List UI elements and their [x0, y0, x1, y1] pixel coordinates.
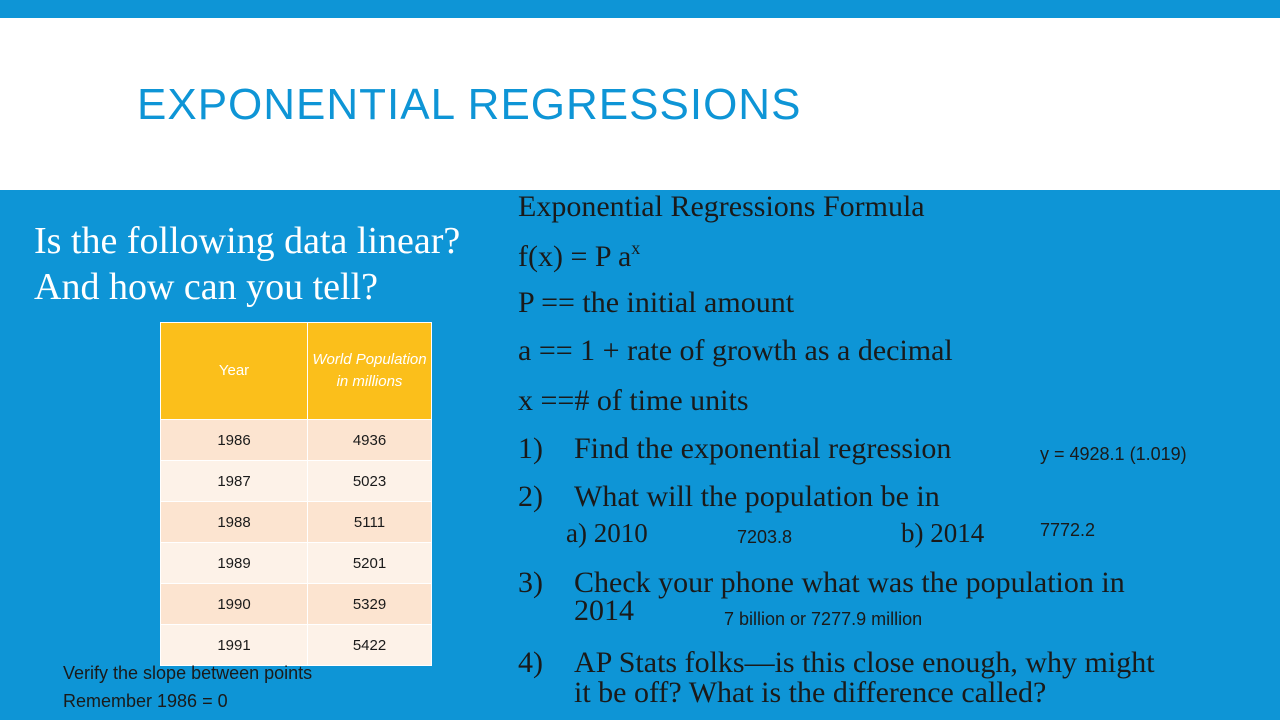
question-text: Find the exponential regression — [574, 432, 952, 465]
remember-note: Remember 1986 = 0 — [63, 691, 228, 711]
question-number: 1) — [518, 432, 543, 465]
question-text: What will the population be in — [574, 480, 940, 513]
population-table — [160, 322, 432, 666]
equation-base: f(x) = P a — [518, 240, 632, 273]
question-2a: a) 2010 — [566, 518, 648, 548]
population-header: World Population in millions — [308, 323, 432, 420]
question-text: Check your phone what was the population in — [574, 566, 1125, 599]
formula-heading: Exponential Regressions Formula — [518, 190, 925, 223]
q3-answer: 7 billion or 7277.9 million — [724, 609, 923, 629]
year-cell: 1987 — [161, 461, 308, 502]
question-3-continued: 2014 — [574, 594, 634, 627]
question-number: 3) — [518, 566, 543, 599]
table-row — [161, 420, 432, 461]
formula-equation — [518, 238, 640, 274]
question-2 — [518, 480, 940, 514]
year-header: Year — [161, 323, 308, 420]
question-4-continued: it be off? What is the difference called? — [574, 676, 1047, 709]
question-4 — [518, 646, 1155, 680]
population-cell: 5023 — [308, 461, 432, 502]
question-number: 4) — [518, 646, 543, 679]
population-cell: 5111 — [308, 502, 432, 543]
population-cell: 5422 — [308, 625, 432, 666]
verify-note: Verify the slope between points — [63, 663, 313, 683]
year-cell: 1990 — [161, 584, 308, 625]
question-number: 2) — [518, 480, 543, 513]
question-1 — [518, 432, 951, 466]
year-cell: 1989 — [161, 543, 308, 584]
question-2b: b) 2014 — [901, 518, 985, 548]
table-row — [161, 502, 432, 543]
table-row — [161, 461, 432, 502]
table-header-row — [161, 323, 432, 420]
population-cell: 4936 — [308, 420, 432, 461]
year-cell: 1986 — [161, 420, 308, 461]
slide-title: EXPONENTIAL REGRESSIONS — [137, 80, 802, 129]
equation-exponent: x — [631, 238, 641, 258]
q2b-answer: 7772.2 — [1040, 520, 1096, 540]
question-text: AP Stats folks—is this close enough, why might — [574, 646, 1155, 679]
p-definition: P == the initial amount — [518, 286, 795, 319]
table-row — [161, 584, 432, 625]
table-row — [161, 543, 432, 584]
q1-answer: y = 4928.1 (1.019) — [1040, 444, 1187, 464]
population-cell: 5201 — [308, 543, 432, 584]
year-cell: 1988 — [161, 502, 308, 543]
table-row — [161, 625, 432, 666]
population-cell: 5329 — [308, 584, 432, 625]
x-definition: x ==# of time units — [518, 384, 749, 417]
a-definition: a == 1 + rate of growth as a decimal — [518, 334, 953, 367]
linearity-question: Is the following data linear? And how can you tell? — [34, 220, 461, 308]
year-cell: 1991 — [161, 625, 308, 666]
q2a-answer: 7203.8 — [737, 527, 793, 547]
